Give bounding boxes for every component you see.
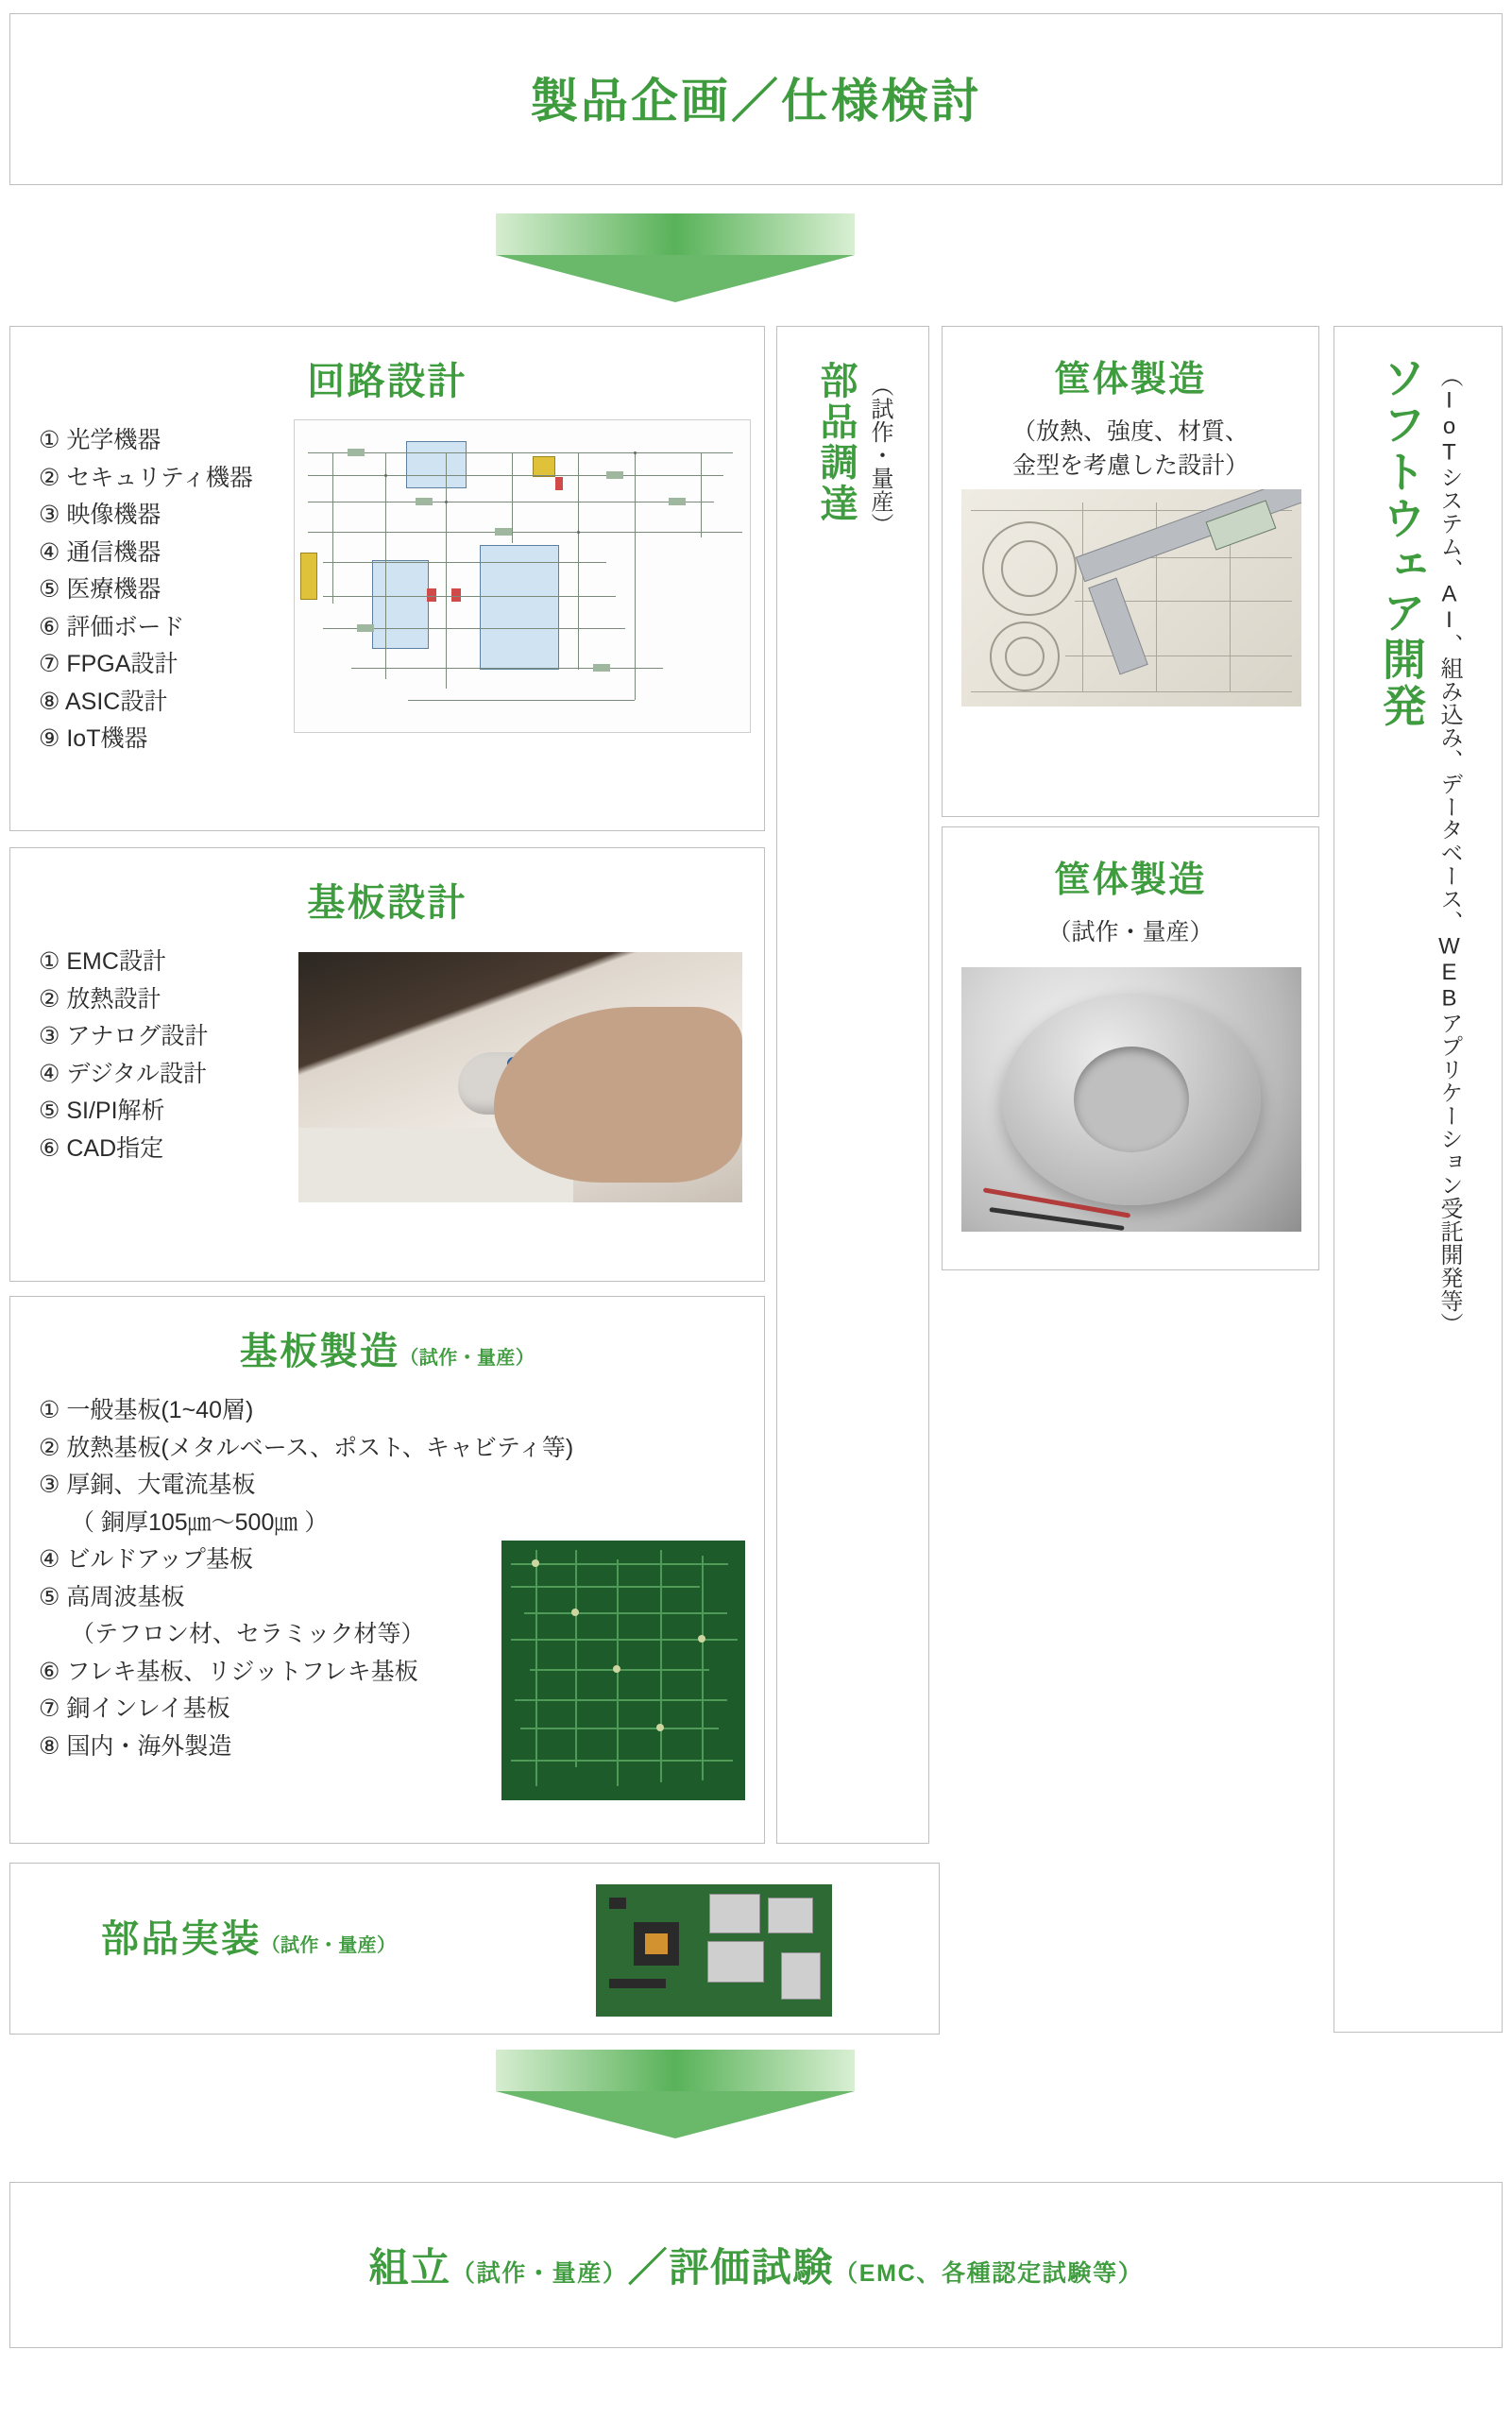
list-item: ⑧ 国内・海外製造 bbox=[39, 1732, 232, 1760]
pcb-design-title: 基板設計 bbox=[307, 882, 467, 924]
list-item: ⑨ IoT機器 bbox=[39, 725, 148, 752]
pcb-mfg-title: 基板製造 bbox=[239, 1331, 400, 1372]
assembly-note: （試作・量産） bbox=[450, 2260, 628, 2287]
list-item: ① 一般基板(1~40層) bbox=[39, 1397, 254, 1423]
caliper-drawing-photo bbox=[961, 489, 1301, 707]
list-item: ⑤ 医療機器 bbox=[39, 576, 161, 603]
list-item: ⑥ 評価ボード bbox=[39, 613, 185, 640]
list-item: ② セキュリティ機器 bbox=[39, 464, 253, 491]
top-banner-title: 製品企画／仕様検討 bbox=[531, 75, 981, 128]
case-mfg-note: （試作・量産） bbox=[1047, 919, 1214, 945]
green-pcb-photo bbox=[501, 1541, 745, 1800]
top-banner bbox=[9, 13, 1503, 185]
software-note: （IoTシステム、AI、組み込み、データベース、WEBアプリケーション受託開発等） bbox=[1436, 365, 1462, 1336]
list-item: ⑧ ASIC設計 bbox=[39, 688, 168, 715]
arrow-stem bbox=[496, 213, 855, 255]
bottom-banner-line bbox=[369, 2237, 1144, 2293]
section-case-design bbox=[942, 326, 1319, 817]
mounting-heading bbox=[101, 1909, 396, 1963]
section-circuit-design bbox=[9, 326, 765, 831]
list-item: ④ デジタル設計 bbox=[39, 1060, 207, 1087]
list-item: （ 銅厚105㎛〜500㎛ ） bbox=[71, 1508, 329, 1536]
schematic-image bbox=[294, 419, 751, 733]
arrow-head bbox=[496, 255, 855, 302]
list-item: ① 光学機器 bbox=[39, 427, 161, 453]
section-case-manufacturing bbox=[942, 826, 1319, 1270]
mouse-hand-photo bbox=[298, 952, 742, 1202]
section-pcb-manufacturing bbox=[9, 1296, 765, 1844]
section-software-development bbox=[1334, 326, 1503, 2033]
list-item: ⑥ CAD指定 bbox=[39, 1134, 164, 1162]
evaluation-note: （EMC、各種認定試験等） bbox=[834, 2260, 1144, 2287]
evaluation-label: 評価試験 bbox=[669, 2245, 835, 2290]
list-item: ② 放熱設計 bbox=[39, 985, 161, 1013]
metal-ring-photo bbox=[961, 967, 1301, 1232]
list-item: ① EMC設計 bbox=[39, 948, 166, 975]
section-parts-procurement bbox=[776, 326, 929, 1844]
mounting-title: 部品実装 bbox=[101, 1918, 262, 1960]
separator-slash: ／ bbox=[627, 2245, 670, 2290]
software-title: ソフトウェア開発 bbox=[1377, 355, 1426, 731]
case-mfg-title: 筐体製造 bbox=[1054, 860, 1207, 900]
mounting-note: （試作・量産） bbox=[261, 1935, 397, 1956]
list-item: ⑤ 高周波基板 bbox=[39, 1583, 185, 1610]
assembly-label: 組立 bbox=[368, 2245, 451, 2290]
parts-title: 部品調達 bbox=[815, 361, 857, 524]
section-pcb-design bbox=[9, 847, 765, 1282]
list-item: ② 放熱基板(メタルベース、ポスト、キャビティ等) bbox=[39, 1434, 574, 1461]
parts-note: （試作・量産） bbox=[867, 374, 892, 536]
list-item: ③ アナログ設計 bbox=[39, 1023, 209, 1049]
list-item: ⑥ フレキ基板、リジットフレキ基板 bbox=[39, 1658, 418, 1685]
circuit-design-title: 回路設計 bbox=[307, 361, 467, 402]
list-item: ④ ビルドアップ基板 bbox=[39, 1546, 253, 1573]
case-design-title: 筐体製造 bbox=[1054, 360, 1207, 400]
case-design-note bbox=[943, 415, 1318, 484]
bottom-banner bbox=[9, 2182, 1503, 2348]
pcb-mfg-note: （試作・量産） bbox=[399, 1348, 535, 1369]
case-design-note-line2: 金型を考慮した設計） bbox=[1011, 452, 1249, 480]
pcb-mfg-heading bbox=[10, 1321, 764, 1375]
list-item: ③ 厚銅、大電流基板 bbox=[39, 1472, 256, 1498]
list-item: ⑦ FPGA設計 bbox=[39, 651, 178, 677]
list-item: ⑦ 銅インレイ基板 bbox=[39, 1695, 230, 1722]
case-design-note-line1: （放熱、強度、材質、 bbox=[1011, 418, 1249, 445]
list-item: ④ 通信機器 bbox=[39, 538, 161, 566]
arrow-stem bbox=[496, 2050, 855, 2091]
list-item: ⑤ SI/PI解析 bbox=[39, 1098, 165, 1124]
section-mounting bbox=[9, 1863, 940, 2035]
parts-vertical-wrap bbox=[777, 327, 928, 1843]
arrow-head bbox=[496, 2091, 855, 2138]
software-vertical-wrap bbox=[1334, 327, 1502, 2032]
assembled-board-photo bbox=[596, 1884, 832, 2017]
list-item: （テフロン材、セラミック材等） bbox=[71, 1621, 425, 1647]
list-item: ③ 映像機器 bbox=[39, 502, 161, 528]
